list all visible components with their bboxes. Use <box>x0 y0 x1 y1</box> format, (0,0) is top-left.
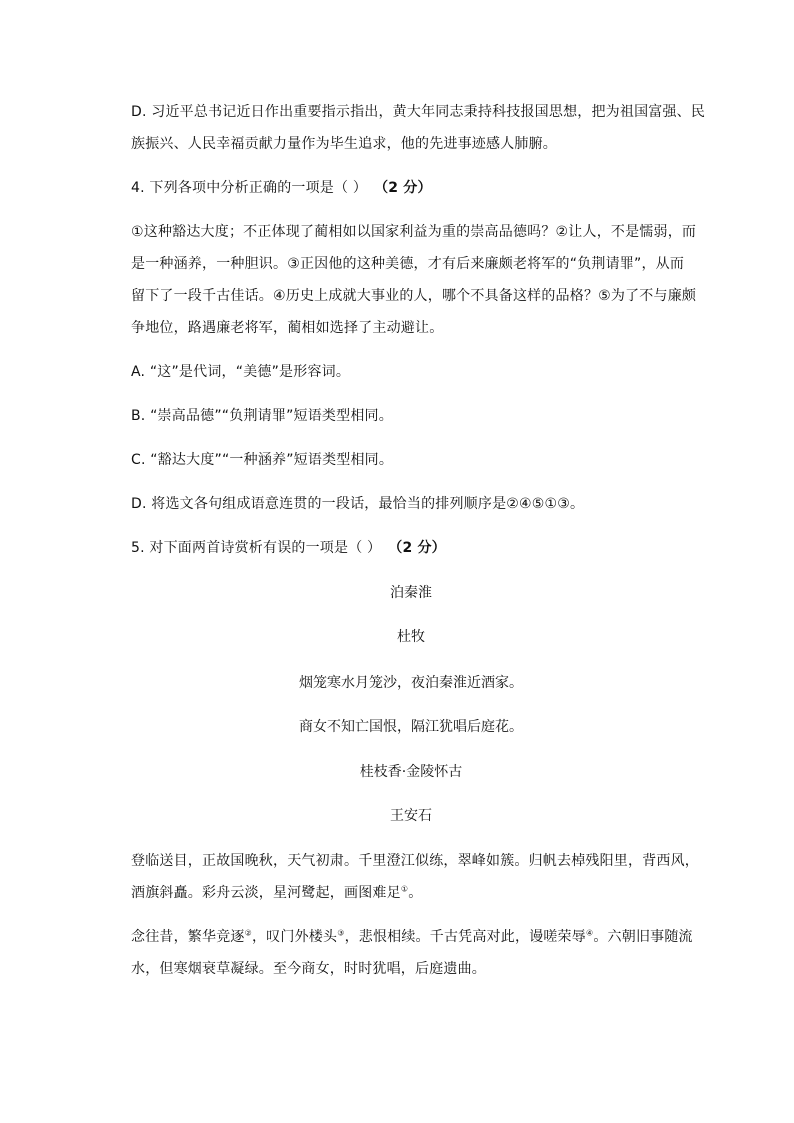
q4-passage-line4: 争地位，路遇廉老将军，蔺相如选择了主动避让。 <box>131 320 444 336</box>
footnote-marker-4: ④ <box>585 928 594 938</box>
poem2-author: 王安石 <box>390 808 432 824</box>
poem2-p1-line1: 登临送目，正故国晚秋，天气初肃。千里澄江似练，翠峰如簇。归帆去棹残阳里，背西风， <box>131 853 699 869</box>
q4-option-a: A. “这”是代词，“美德”是形容词。 <box>131 364 351 380</box>
poem2-title: 桂枝香·金陵怀古 <box>359 764 463 780</box>
poem2-p2-line1-text-a: 念往昔，繁华竞逐 <box>131 929 245 945</box>
q4-passage-line2: 是一种涵养，一种胆识。③正因他的这种美德，才有后来廉颇老将军的“负荆请罪”，从而 <box>131 256 685 272</box>
poem1-line1: 烟笼寒水月笼沙，夜泊秦淮近酒家。 <box>299 675 523 691</box>
poem2-p1-line2-text-a: 酒旗斜矗。彩舟云淡，星河鹭起，画图难足 <box>131 885 401 901</box>
q4-passage-line3: 留下了一段千古佳话。④历史上成就大事业的人，哪个不具备这样的品格？⑤为了不与廉颇 <box>131 288 697 304</box>
q4-passage-line1: ①这种豁达大度；不正体现了蔺相如以国家利益为重的崇高品德吗？②让人，不是懦弱，而 <box>131 224 697 240</box>
q5-stem <box>131 538 446 558</box>
q4-stem <box>131 178 432 198</box>
q4-score: （2 分） <box>381 180 432 196</box>
poem1-author: 杜牧 <box>397 629 425 645</box>
poem2-p2-line1 <box>131 927 693 947</box>
q3-option-d-line1: D. 习近平总书记近日作出重要指示指出，黄大年同志秉持科技报国思想，把为祖国富强、民 <box>131 104 706 120</box>
footnote-marker-3: ③ <box>337 928 345 938</box>
poem2-p2-line1-text-d: 。六朝旧事随流 <box>593 929 693 945</box>
poem1-title: 泊秦淮 <box>390 585 432 601</box>
q4-option-c: C. “豁达大度”“一种涵养”短语类型相同。 <box>131 452 394 468</box>
poem2-p2-line2: 水，但寒烟衰草凝绿。至今商女，时时犹唱，后庭遗曲。 <box>131 961 486 977</box>
q4-option-d: D. 将选文各句组成语意连贯的一段话，最恰当的排列顺序是②④⑤①③。 <box>131 496 585 512</box>
footnote-marker-1: ① <box>400 884 409 894</box>
q5-score: （2 分） <box>395 540 446 556</box>
poem1-line2: 商女不知亡国恨，隔江犹唱后庭花。 <box>299 719 523 735</box>
poem2-p2-line1-text-c: ，悲恨相续。千古凭高对此，谩嗟荣辱 <box>344 929 586 945</box>
poem2-p1-line2 <box>131 883 422 903</box>
q4-stem-text: 4. 下列各项中分析正确的一项是（ ） <box>131 180 368 196</box>
poem2-p2-line1-text-b: ，叹门外楼头 <box>251 929 338 945</box>
q5-stem-text: 5. 对下面两首诗赏析有误的一项是（ ） <box>131 540 382 556</box>
footnote-marker-2: ② <box>244 928 252 938</box>
q4-option-b: B. “崇高品德”“负荆请罪”短语类型相同。 <box>131 408 393 424</box>
poem2-p1-line2-text-b: 。 <box>408 885 423 901</box>
q3-option-d-line2: 族振兴、人民幸福贡献力量作为毕生追求，他的先进事迹感人肺腑。 <box>131 136 557 152</box>
